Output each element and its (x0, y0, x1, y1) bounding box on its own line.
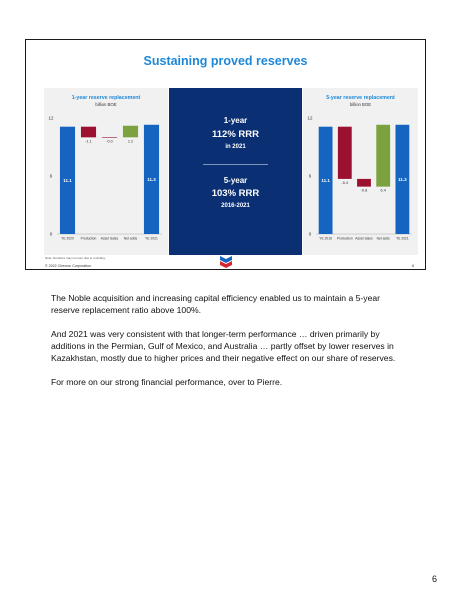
five-year-label: 5-year (223, 176, 248, 185)
chart-1-year-panel (44, 88, 168, 255)
waterfall-bar (338, 127, 352, 179)
y-tick-label: 12 (307, 115, 313, 121)
one-year-rrr: 112% RRR (212, 129, 259, 140)
chart-1-year-title: 1-year reserve replacement (71, 95, 141, 101)
slide-number: 6 (412, 264, 414, 268)
chart-1-year-subtitle: billion BOE (95, 102, 117, 107)
x-tick-label: YE 2016 (319, 236, 332, 241)
chart-1-year-svg (44, 88, 168, 255)
data-label: 11.1 (63, 177, 72, 183)
waterfall-bar (81, 127, 96, 138)
five-year-rrr: 103% RRR (211, 188, 260, 199)
data-label: 1.2 (127, 139, 134, 144)
five-year-period: 2016-2021 (221, 203, 250, 209)
waterfall-bar (102, 137, 117, 138)
x-tick-label: Net adds (376, 236, 390, 241)
summary-divider (203, 164, 268, 165)
data-label: -0.0 (106, 139, 113, 144)
y-tick-label: 0 (308, 231, 312, 237)
rrr-summary-box (169, 88, 302, 255)
chevron-logo-icon (220, 255, 232, 268)
one-year-period: in 2021 (225, 144, 246, 150)
x-tick-label: Net adds (123, 236, 138, 241)
one-year-label: 1-year (223, 116, 248, 125)
waterfall-bar (376, 125, 390, 187)
chart-5-year-svg (303, 88, 418, 255)
notes-paragraph: And 2021 was very consistent with that longer-term performance … driven primarily by additions in the Permian, Gulf of Mexico, and Australia … partly offset by lower reserves in Kazakhstan, mostly due to higher prices and their negative effect on our share of reserves. (51, 329, 396, 363)
slide-footnote: Note: Numbers may not sum due to rounding. (45, 256, 106, 260)
slide (25, 39, 426, 270)
chart-5-year-panel (303, 88, 418, 255)
x-tick-label: Asset Sales (355, 236, 373, 241)
x-tick-label: YE 2021 (145, 236, 158, 241)
data-label: 11.3 (398, 176, 407, 182)
slide-title: Sustaining proved reserves (143, 54, 308, 68)
data-label: 11.1 (321, 177, 330, 183)
y-tick-label: 6 (49, 173, 53, 179)
y-tick-label: 0 (49, 231, 53, 237)
page-number: 6 (432, 574, 438, 584)
waterfall-bar (357, 179, 371, 187)
chart-5-year-title: 5-year reserve replacement (326, 95, 395, 101)
x-tick-label: Production (336, 236, 353, 241)
y-tick-label: 12 (48, 115, 54, 121)
data-label: -0.8 (360, 188, 368, 193)
x-tick-label: Asset Sales (100, 236, 119, 241)
notes-paragraph: For more on our strong financial performance, over to Pierre. (51, 377, 283, 387)
chart-5-year-subtitle: billion BOE (349, 102, 372, 107)
waterfall-bar (123, 126, 138, 138)
copyright: © 2022 Chevron Corporation (45, 264, 91, 268)
x-tick-label: YE 2020 (61, 236, 74, 241)
data-label: 6.4 (380, 188, 386, 193)
data-label: -1.1 (85, 139, 92, 144)
speaker-notes (51, 292, 411, 400)
x-tick-label: YE 2021 (396, 236, 409, 241)
data-label: 11.3 (147, 176, 156, 182)
notes-paragraph: The Noble acquisition and increasing capital efficiency enabled us to maintain a 5-year reserve replacement ratio above 100%. (51, 293, 380, 315)
data-label: -5.4 (341, 180, 349, 185)
y-tick-label: 6 (308, 173, 312, 179)
x-tick-label: Production (80, 236, 97, 241)
